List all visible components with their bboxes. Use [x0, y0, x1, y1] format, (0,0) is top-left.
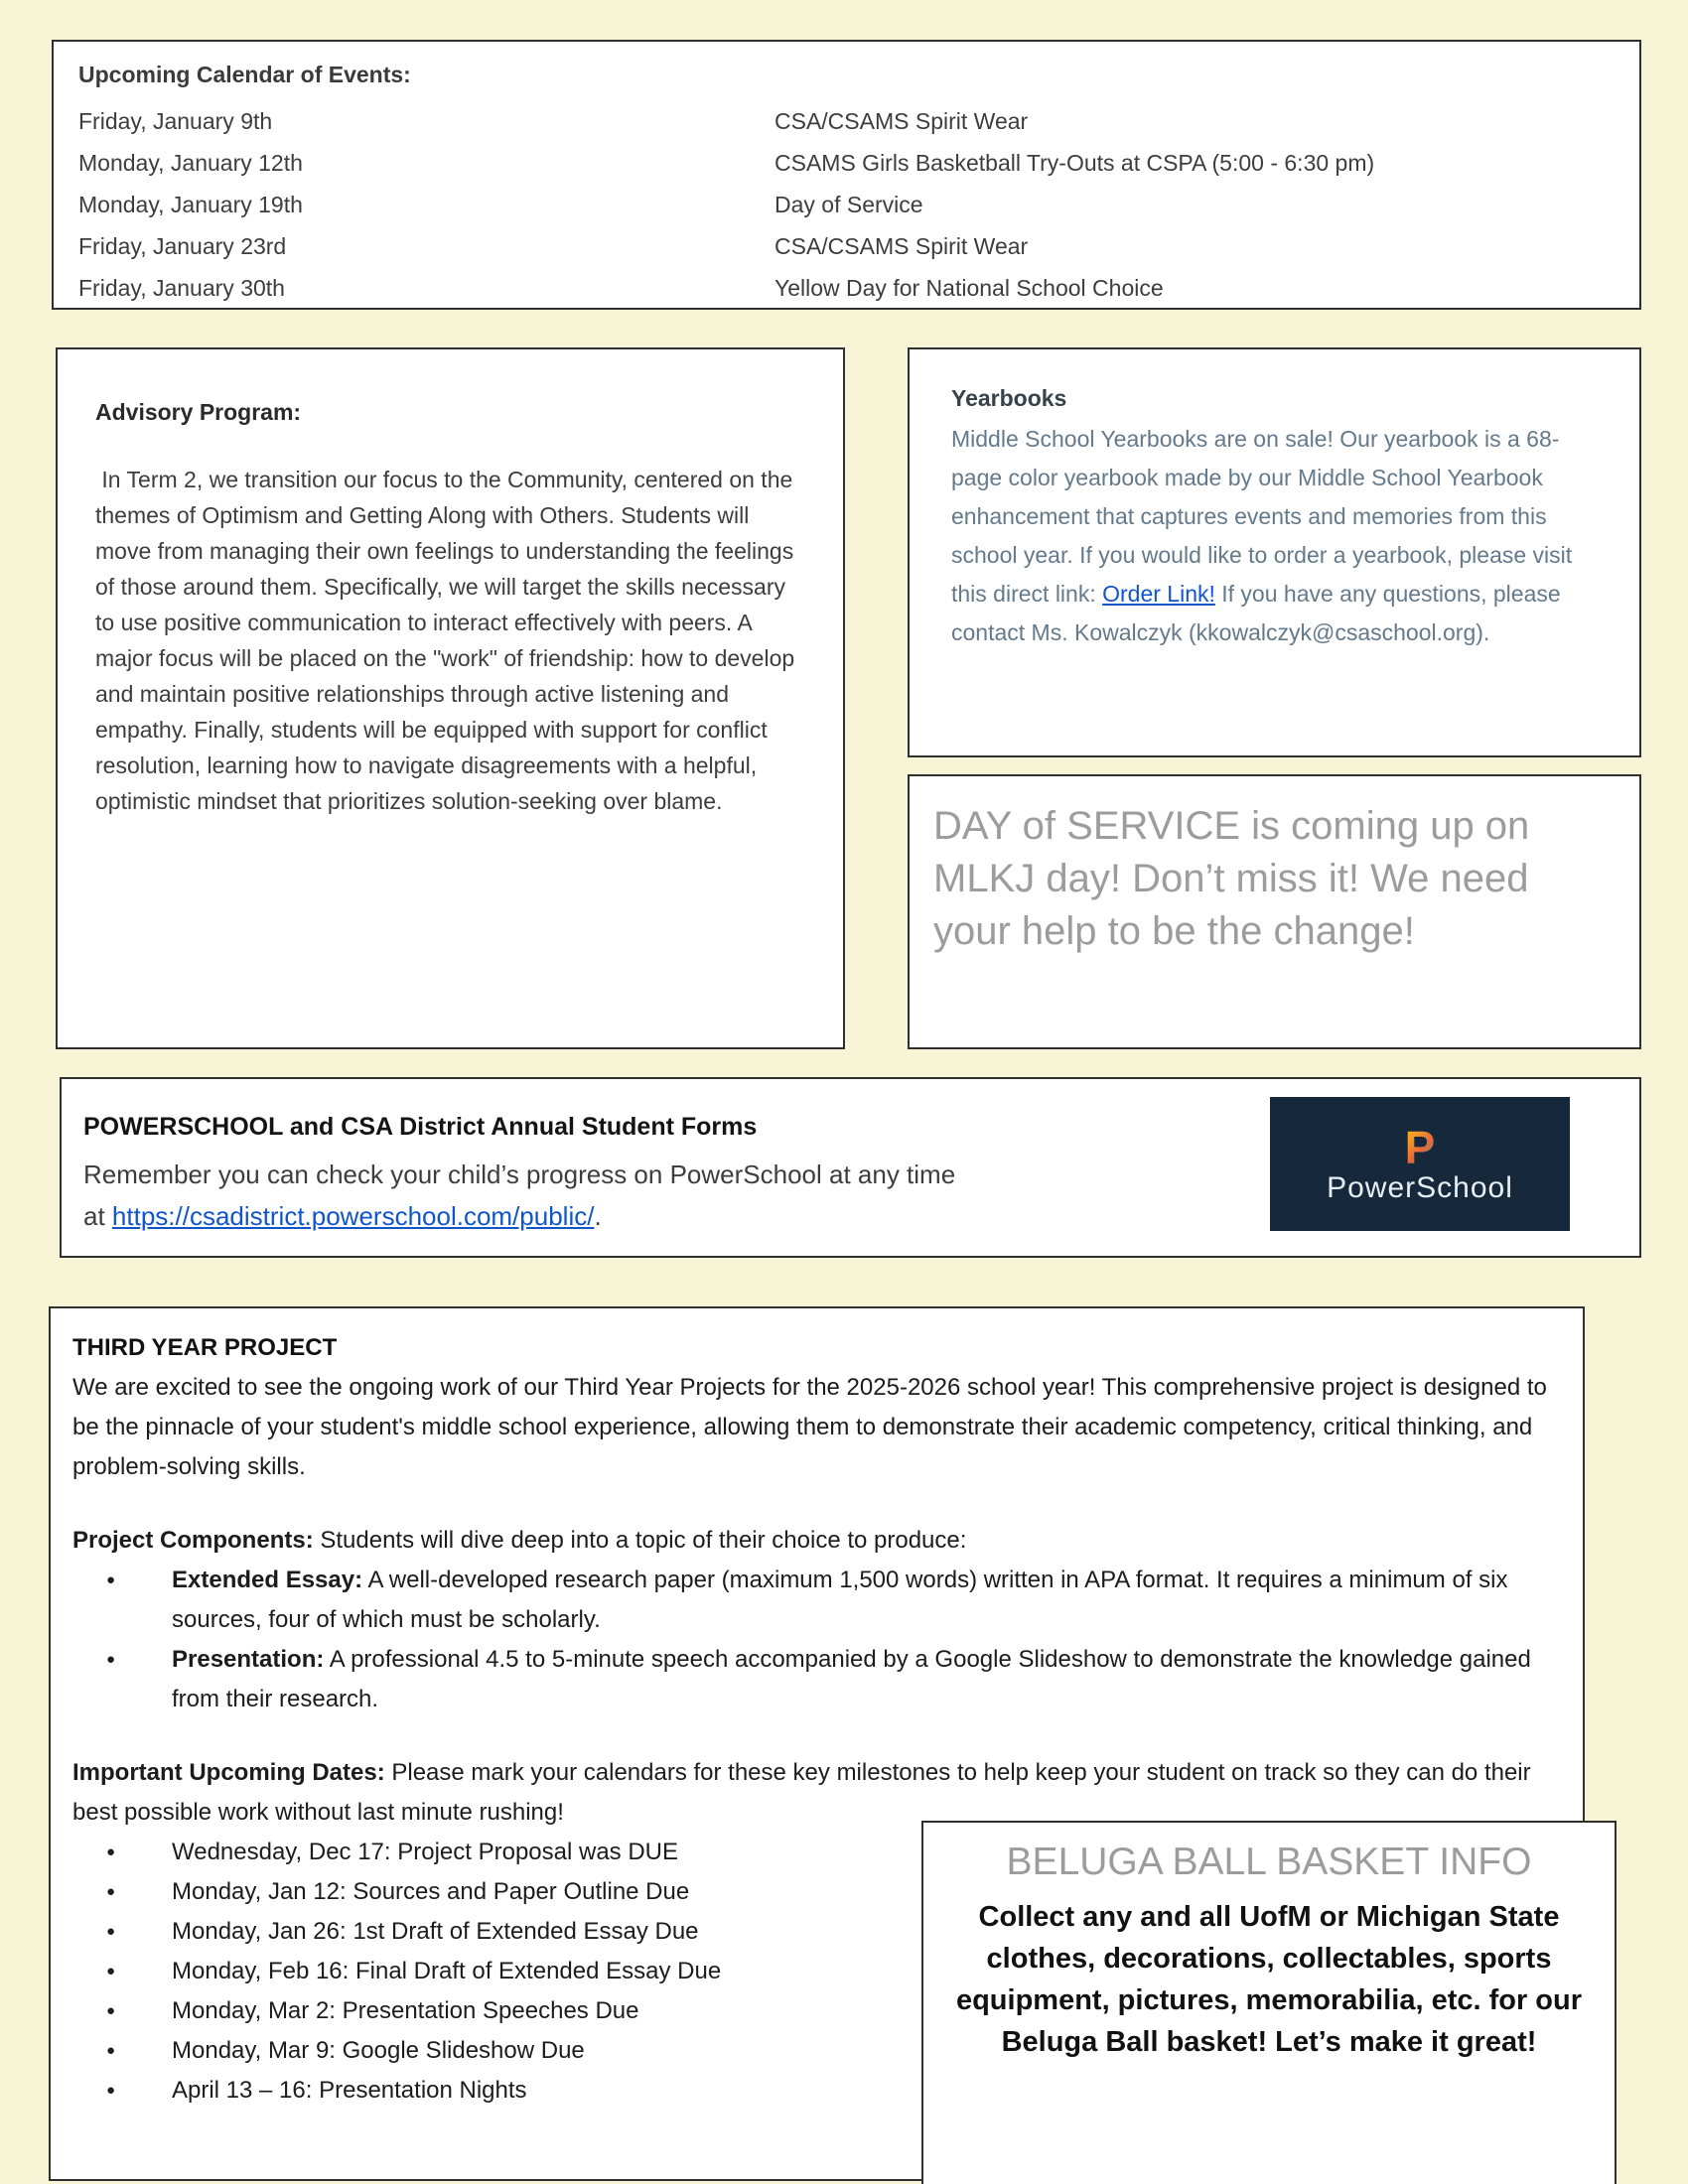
yearbooks-body: [951, 420, 1606, 652]
date-text: Monday, Jan 26: 1st Draft of Extended Essay Due: [172, 1918, 699, 1945]
powerschool-link[interactable]: https://csadistrict.powerschool.com/public/: [111, 1201, 595, 1231]
important-dates-label: Important Upcoming Dates:: [72, 1759, 385, 1786]
yearbooks-text-before: Middle School Yearbooks are on sale! Our yearbook is a 68-page color yearbook made by our Middle School Yearbook enhancement that captures events and memories from this school year. If you would like to order a yearbook, please visit this direct link:: [951, 426, 1573, 607]
bullet-icon: ●: [106, 1963, 116, 1979]
advisory-body: In Term 2, we transition our focus to the Community, centered on the themes of Optimism and Getting Along with Others. Students will move from managing their own feelings to understanding the feelings of those around them. Specifically, we will target the skills necessary to use positive communication to interact effectively with peers. A major focus will be placed on the "work" of friendship: how to develop and maintain positive relationships through active listening and empathy. Finally, students will be equipped with support for conflict resolution, learning how to navigate disagreements with a helpful, optimistic mindset that prioritizes solution-seeking over blame.: [95, 467, 801, 814]
component-item: [72, 1640, 1547, 1719]
bullet-icon: ●: [106, 2042, 116, 2059]
calendar-event: Day of Service: [774, 192, 923, 217]
beluga-ball-body: Collect any and all UofM or Michigan State clothes, decorations, collectables, sports equipment, pictures, memorabilia, etc. for our Beluga Ball basket! Let’s make it great!: [955, 1901, 1583, 2058]
component-label: Extended Essay:: [172, 1567, 363, 1593]
calendar-event: CSA/CSAMS Spirit Wear: [774, 108, 1029, 134]
date-text: Monday, Feb 16: Final Draft of Extended Essay Due: [172, 1958, 722, 1984]
calendar-row: [78, 184, 1610, 225]
calendar-row: [78, 267, 1610, 309]
advisory-title: Advisory Program:: [95, 399, 302, 425]
bullet-icon: ●: [106, 1651, 116, 1668]
powerschool-logo-icon: P: [1404, 1121, 1436, 1173]
third-year-project-title: THIRD YEAR PROJECT: [72, 1334, 338, 1361]
calendar-date: Monday, January 12th: [78, 150, 303, 176]
powerschool-text-before: Remember you can check your child’s progress on PowerSchool at any time at: [83, 1160, 956, 1231]
component-label: Presentation:: [172, 1646, 325, 1673]
date-text: April 13 – 16: Presentation Nights: [172, 2077, 527, 2104]
powerschool-logo-text: PowerSchool: [1327, 1170, 1513, 1204]
yearbooks-title: Yearbooks: [951, 385, 1067, 411]
calendar-date: Friday, January 9th: [78, 108, 273, 134]
component-item: [72, 1561, 1547, 1640]
calendar-row: [78, 225, 1610, 267]
bullet-icon: ●: [106, 1571, 116, 1588]
day-of-service-section: [908, 774, 1641, 1049]
date-text: Monday, Mar 2: Presentation Speeches Due: [172, 1997, 639, 2024]
advisory-section: [56, 347, 845, 1049]
day-of-service-text: DAY of SERVICE is coming up on MLKJ day! Don’t miss it! We need your help to be the change!: [933, 804, 1530, 953]
powerschool-text-after: .: [594, 1201, 602, 1231]
beluga-ball-section: [921, 1821, 1617, 2184]
powerschool-section: [60, 1077, 1641, 1258]
project-components-text: Students will dive deep into a topic of their choice to produce:: [313, 1527, 967, 1554]
powerschool-body: [83, 1154, 977, 1237]
bullet-icon: ●: [106, 1883, 116, 1900]
powerschool-title: POWERSCHOOL and CSA District Annual Student Forms: [83, 1113, 758, 1141]
component-text: A professional 4.5 to 5-minute speech accompanied by a Google Slideshow to demonstrate the knowledge gained from their research.: [172, 1646, 1531, 1712]
bullet-icon: ●: [106, 1923, 116, 1940]
calendar-title: Upcoming Calendar of Events:: [78, 62, 411, 87]
important-dates-text: Please mark your calendars for these key milestones to help keep your student on track so they can do their best possible work without last minute rushing!: [72, 1759, 1531, 1826]
project-components-line: [72, 1521, 1547, 1561]
calendar-date: Friday, January 23rd: [78, 233, 287, 259]
calendar-event: CSAMS Girls Basketball Try-Outs at CSPA (5:00 - 6:30 pm): [774, 150, 1375, 176]
order-link[interactable]: Order Link!: [1102, 581, 1215, 607]
calendar-section: [52, 40, 1641, 310]
date-text: Wednesday, Dec 17: Project Proposal was DUE: [172, 1839, 679, 1865]
calendar-event: Yellow Day for National School Choice: [774, 275, 1164, 301]
bullet-icon: ●: [106, 2082, 116, 2099]
project-components-label: Project Components:: [72, 1527, 314, 1554]
calendar-row: [78, 100, 1610, 142]
calendar-date: Friday, January 30th: [78, 275, 285, 301]
powerschool-logo: [1270, 1097, 1570, 1231]
yearbooks-text-after: If you have any questions, please contact Ms. Kowalczyk (kkowalczyk@csaschool.org).: [951, 581, 1561, 645]
calendar-row: [78, 142, 1610, 184]
bullet-icon: ●: [106, 1843, 116, 1860]
date-text: Monday, Jan 12: Sources and Paper Outline Due: [172, 1878, 690, 1905]
third-year-project-intro: We are excited to see the ongoing work of our Third Year Projects for the 2025-2026 school year! This comprehensive project is designed to be the pinnacle of your student's middle school experience, allowing them to demonstrate their academic competency, critical thinking, and problem-solving skills.: [72, 1374, 1547, 1480]
calendar-date: Monday, January 19th: [78, 192, 303, 217]
calendar-event: CSA/CSAMS Spirit Wear: [774, 233, 1029, 259]
yearbooks-section: [908, 347, 1641, 757]
date-text: Monday, Mar 9: Google Slideshow Due: [172, 2037, 585, 2064]
beluga-ball-title: BELUGA BALL BASKET INFO: [1006, 1841, 1532, 1883]
bullet-icon: ●: [106, 2002, 116, 2019]
component-text: A well-developed research paper (maximum 1,500 words) written in APA format. It requires a minimum of six sources, four of which must be scholarly.: [172, 1567, 1508, 1633]
